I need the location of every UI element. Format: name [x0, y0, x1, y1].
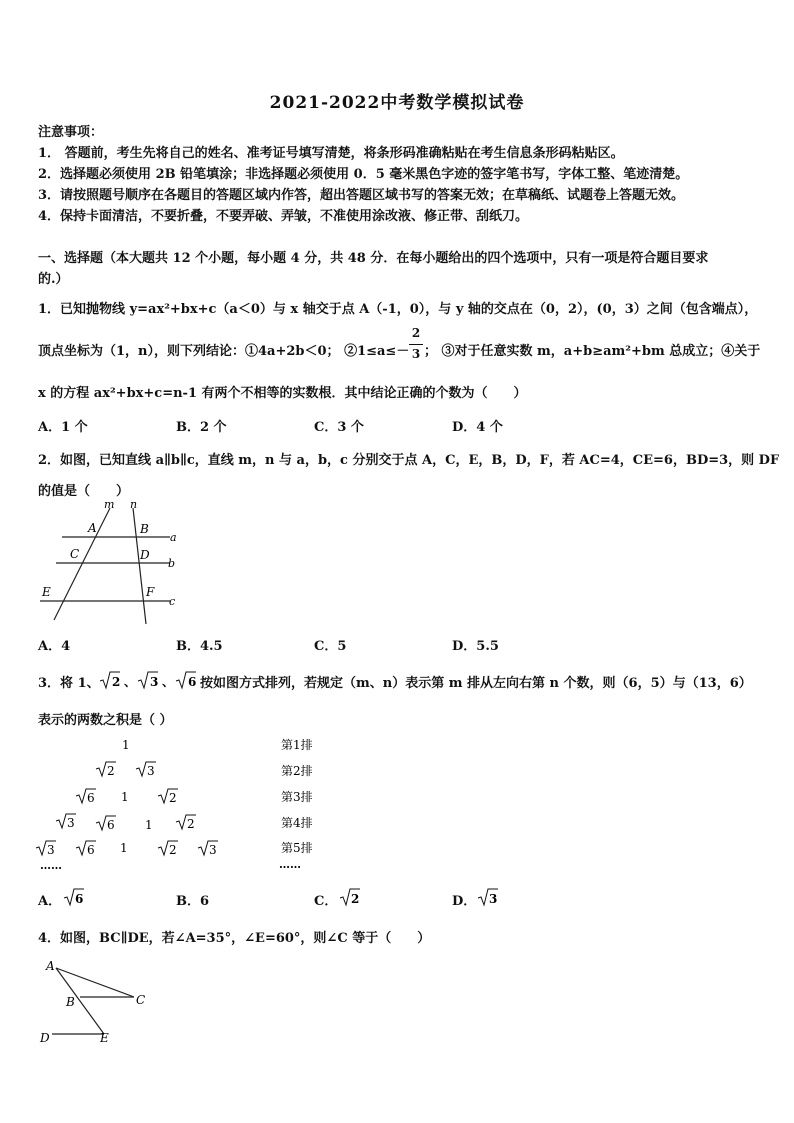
page-title: 2021-2022中考数学模拟试卷 — [269, 93, 525, 113]
section-heading-line2: 的.） — [38, 272, 69, 287]
q1-fraction-numerator: 2 — [411, 326, 421, 340]
r3-n2: 1 — [121, 790, 129, 804]
label-E: E — [100, 1031, 109, 1045]
q3-option-d-label[interactable]: D． — [452, 894, 477, 909]
q3-option-a-radical[interactable] — [62, 885, 88, 909]
row-label-5: 第5排 — [281, 841, 313, 855]
q3-line1-part1: 3．将 1、 — [38, 676, 100, 691]
row-label-1: 第1排 — [281, 738, 313, 752]
q3-number-triangle-figure — [30, 732, 340, 874]
label-C: C — [136, 993, 146, 1007]
q2-option-a[interactable]: A．4 — [38, 639, 71, 654]
q1-fraction-denominator: 3 — [411, 347, 421, 361]
r5-n1: 3 — [47, 843, 55, 857]
notice-item-2: 2．选择题必须使用 2B 铅笔填涂；非选择题必须使用 0．5 毫米黑色字迹的签字笔书写，字体工整、笔迹清楚。 — [38, 167, 689, 182]
q1-line2-part2: ； ③对于任意实数 m，a+b≥am²+bm 总成立；④关于 — [424, 344, 761, 359]
label-b: b — [168, 557, 176, 570]
q3-line1-part2: 按如图方式排列，若规定（m、n）表示第 m 排从左向右第 n 个数，则（6，5）与（13，6） — [200, 676, 752, 691]
label-c: c — [169, 595, 176, 608]
q2-line1: 2．如图，已知直线 a∥b∥c，直线 m，n 与 a，b，c 分别交于点 A，C，E，B，D，F，若 AC=4，CE=6，BD=3，则 DF — [38, 453, 780, 468]
q4-line1: 4．如图，BC∥DE，若∠A=35°，∠E=60°，则∠C 等于（ ） — [38, 931, 431, 946]
notice-heading: 注意事项： — [38, 125, 104, 140]
sqrt3-radicand: 3 — [150, 675, 159, 689]
q1-option-c[interactable]: C．3 个 — [314, 420, 364, 435]
sqrt6-radicand: 6 — [188, 675, 197, 689]
r5-n2: 6 — [87, 843, 95, 857]
q3-line2: 表示的两数之积是（ ） — [38, 713, 173, 728]
label-a: a — [170, 531, 177, 544]
q1-line3: x 的方程 ax²+bx+c=n-1 有两个不相等的实数根．其中结论正确的个数为（ ） — [38, 386, 527, 401]
row-label-2: 第2排 — [281, 764, 313, 778]
line-AE — [56, 968, 104, 1034]
q1-line1: 1．已知抛物线 y=ax²+bx+c（a＜0）与 x 轴交于点 A（-1，0），与 y 轴的交点在（0，2），(0，3）之间（包含端点）， — [38, 302, 758, 317]
q4-angle-figure — [36, 954, 152, 1050]
r4-n3: 1 — [145, 818, 153, 832]
notice-item-3: 3．请按照题号顺序在各题目的答题区域内作答，超出答题区域书写的答案无效；在草稿纸、试题卷上答题无效。 — [38, 188, 685, 203]
row-label-3: 第3排 — [281, 790, 313, 804]
q3-option-d-value: 3 — [489, 892, 498, 906]
q3-option-b[interactable]: B．6 — [176, 894, 210, 909]
r1-one: 1 — [122, 738, 130, 752]
label-E: E — [42, 585, 51, 599]
label-B: B — [140, 522, 149, 536]
q3-option-c-label[interactable]: C． — [314, 894, 338, 909]
r5-n5: 3 — [209, 843, 217, 857]
sqrt2-radicand: 2 — [112, 675, 121, 689]
q2-option-c[interactable]: C．5 — [314, 639, 347, 654]
r3-n1: 6 — [87, 791, 95, 805]
q1-option-d[interactable]: D．4 个 — [452, 420, 503, 435]
q2-parallel-lines-figure — [30, 496, 190, 628]
r3-n3: 2 — [169, 791, 177, 805]
q3-option-c-value: 2 — [351, 892, 360, 906]
q2-option-d[interactable]: D．5.5 — [452, 639, 499, 654]
line-m — [54, 508, 110, 620]
r4-n2: 6 — [107, 818, 115, 832]
notice-item-1: 1． 答题前，考生先将自己的姓名、准考证号填写清楚，将条形码准确粘贴在考生信息条形码粘贴区。 — [38, 146, 624, 161]
right-ellipsis: …… — [279, 858, 301, 871]
q3-radicals-inline — [98, 668, 210, 692]
left-ellipsis: …… — [40, 859, 62, 872]
label-D: D — [40, 1031, 50, 1045]
q1-fraction-bar — [409, 344, 423, 345]
sep-1: 、 — [124, 675, 137, 689]
label-A: A — [46, 959, 55, 973]
label-F: F — [146, 585, 155, 599]
r5-n4: 2 — [169, 843, 177, 857]
section-heading-line1: 一、选择题（本大题共 12 个小题，每小题 4 分，共 48 分．在每小题给出的四个选项中，只有一项是符合题目要求 — [38, 251, 709, 266]
label-A: A — [88, 521, 97, 535]
r4-n4: 2 — [187, 817, 195, 831]
q2-line2: 的值是（ ） — [38, 484, 130, 499]
label-D: D — [140, 548, 150, 562]
sep-2: 、 — [162, 675, 175, 689]
notice-item-4: 4．保持卡面清洁，不要折叠，不要弄破、弄皱，不准使用涂改液、修正带、刮纸刀。 — [38, 209, 529, 224]
label-B: B — [66, 995, 75, 1009]
label-n: n — [130, 498, 138, 511]
r2-n1: 2 — [107, 764, 115, 778]
row-label-4: 第4排 — [281, 816, 313, 830]
q2-option-b[interactable]: B．4.5 — [176, 639, 223, 654]
label-m: m — [104, 498, 115, 511]
r4-n1: 3 — [67, 816, 75, 830]
q1-option-a[interactable]: A．1 个 — [38, 420, 88, 435]
q3-option-a-value: 6 — [75, 892, 84, 906]
q3-option-d-radical[interactable] — [476, 885, 502, 909]
q1-line2-part1: 顶点坐标为（1，n），则下列结论：①4a+2b＜0； ②1≤a≤－ — [38, 344, 410, 359]
r5-n3: 1 — [120, 841, 128, 855]
q3-option-c-radical[interactable] — [338, 885, 364, 909]
q3-option-a-label[interactable]: A． — [38, 894, 62, 909]
line-AC — [56, 968, 134, 997]
r2-n2: 3 — [147, 764, 155, 778]
label-C: C — [70, 547, 80, 561]
q1-option-b[interactable]: B．2 个 — [176, 420, 227, 435]
